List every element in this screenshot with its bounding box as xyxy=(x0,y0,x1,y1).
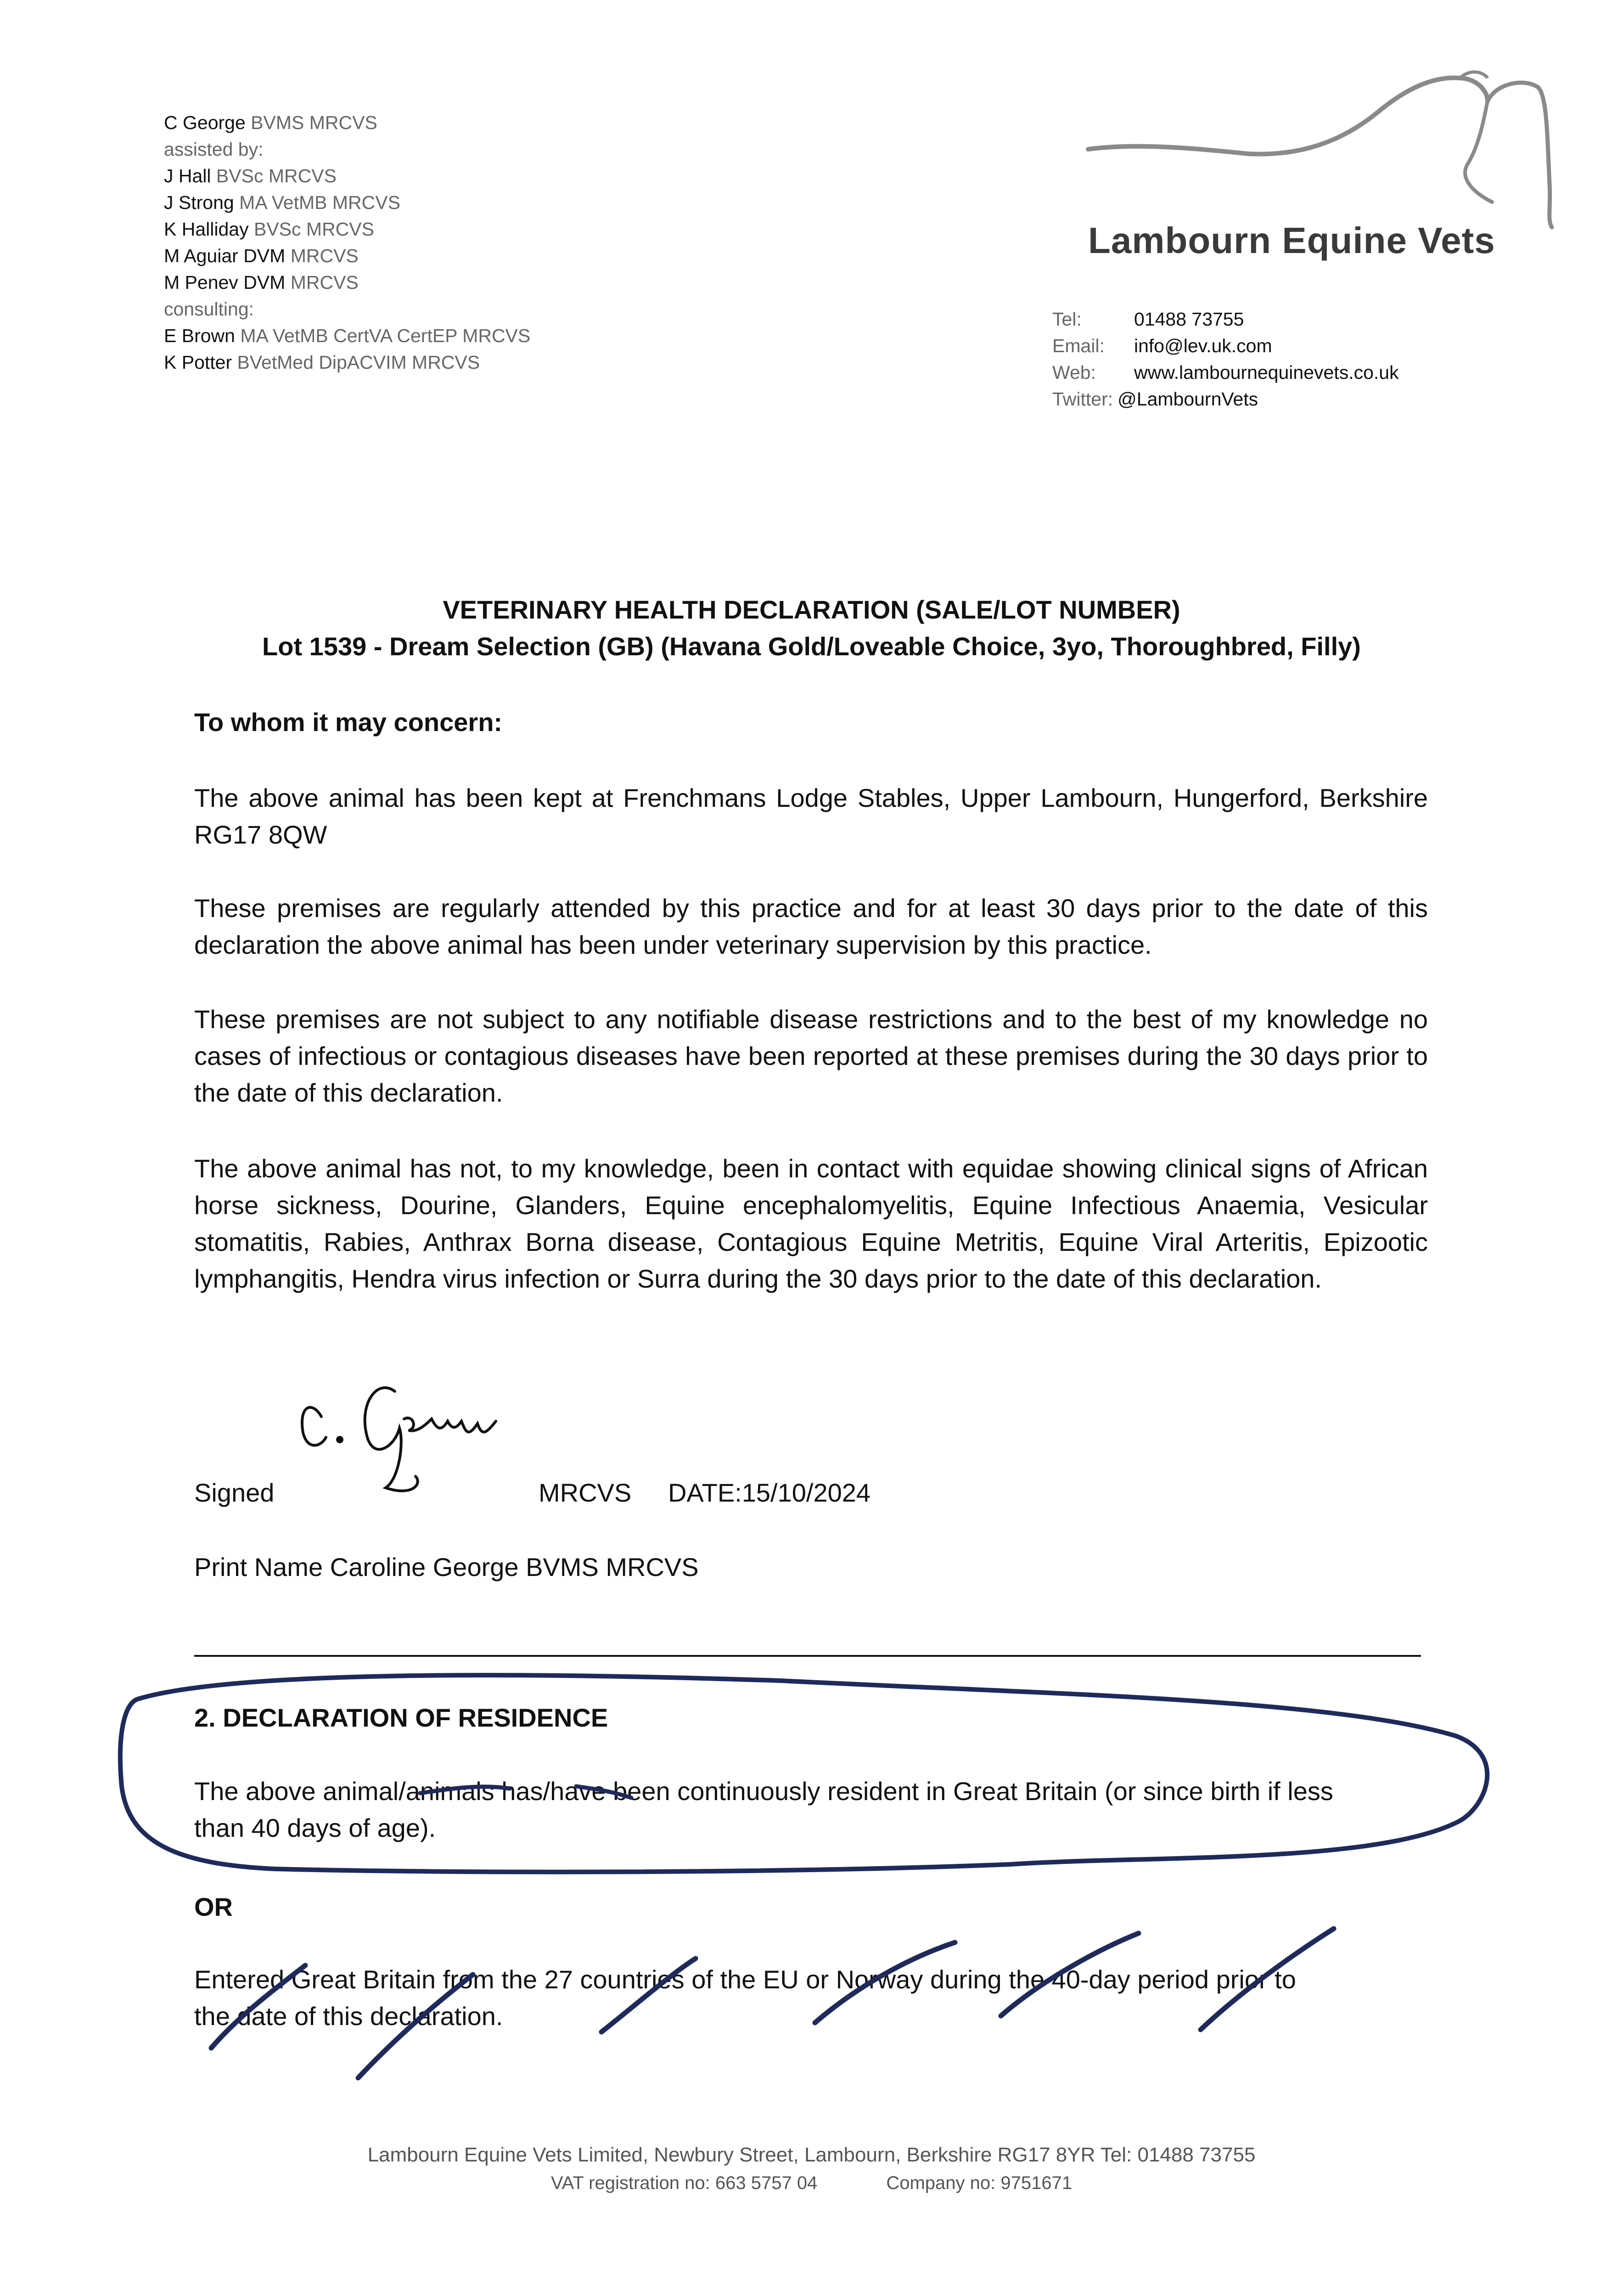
staff-line: J Hall BVSc MRCVS xyxy=(164,165,337,186)
mrcvs-label: MRCVS xyxy=(539,1478,632,1507)
section-heading: 2. DECLARATION OF RESIDENCE xyxy=(194,1703,608,1732)
circle-annotation xyxy=(120,1675,1487,1872)
staff-line: C George BVMS MRCVS xyxy=(164,112,377,133)
paragraph-restrictions: These premises are not subject to any notifiable disease restrictions and to the best of my knowledge no cases of infectious or contagious diseases have been reported at these premises during the 30 days prior to the date of this declaration. xyxy=(194,1005,1428,1107)
staff-line: E Brown MA VetMB CertVA CertEP MRCVS xyxy=(164,325,531,346)
contact-tel: Tel: 01488 73755 xyxy=(1052,309,1244,330)
entry-text-line1: Entered Great Britain from the 27 countries of the EU or Norway during the 40-day period prior to xyxy=(194,1965,1296,1994)
paragraph-diseases: The above animal has not, to my knowledge, been in contact with equidae showing clinical signs of African horse sickness, Dourine, Glanders, Equine encephalomyelitis, Equine Infectious Anaemia, Vesicular stomatitis, Rabies, Anthrax Borna disease, Contagious Equine Metritis, Equine Viral Arteritis, Epizootic lymphangitis, Hendra virus infection or Surra during the 30 days prior to the date of this declaration. xyxy=(194,1154,1428,1293)
residence-text-line1: The above animal/animals has/have been continuously resident in Great Britain (or since birth if less xyxy=(194,1777,1333,1806)
staff-line: M Penev DVM MRCVS xyxy=(164,272,359,293)
staff-line: K Halliday BVSc MRCVS xyxy=(164,219,374,240)
signed-label: Signed xyxy=(194,1478,275,1507)
print-name: Print Name Caroline George BVMS MRCVS xyxy=(194,1553,699,1581)
or-label: OR xyxy=(194,1892,233,1921)
staff-line: M Aguiar DVM MRCVS xyxy=(164,245,359,266)
handwritten-signature xyxy=(302,1388,496,1491)
crossout-marks xyxy=(211,1929,1334,2078)
lot-subtitle: Lot 1539 - Dream Selection (GB) (Havana Gold/Loveable Choice, 3yo, Thoroughbred, Filly) xyxy=(262,632,1361,661)
footer-address: Lambourn Equine Vets Limited, Newbury Street, Lambourn, Berkshire RG17 8YR Tel: 01488 73755 xyxy=(367,2144,1256,2166)
page-title: VETERINARY HEALTH DECLARATION (SALE/LOT NUMBER) xyxy=(443,595,1180,624)
staff-line: consulting: xyxy=(164,298,254,320)
paragraph-premises: The above animal has been kept at Frenchmans Lodge Stables, Upper Lambourn, Hungerford, Berkshire RG17 8QW xyxy=(194,783,1428,849)
paragraph-supervision: These premises are regularly attended by this practice and for at least 30 days prior to the date of this declaration the above animal has been under veterinary supervision by this practice. xyxy=(194,894,1428,959)
strikethrough-animals xyxy=(420,1787,510,1793)
brand-name: Lambourn Equine Vets xyxy=(1088,220,1495,261)
strikethrough-have xyxy=(576,1786,631,1798)
contact-email: Email: info@lev.uk.com xyxy=(1052,335,1272,356)
staff-line: J Strong MA VetMB MRCVS xyxy=(164,192,400,213)
residence-text-line2: than 40 days of age). xyxy=(194,1813,436,1842)
entry-text-line2: the date of this declaration. xyxy=(194,2002,503,2031)
staff-line: assisted by: xyxy=(164,139,264,160)
staff-line: K Potter BVetMed DipACVIM MRCVS xyxy=(164,352,480,373)
signature-date: DATE:15/10/2024 xyxy=(668,1478,871,1507)
contact-web: Web: www.lambournequinevets.co.uk xyxy=(1052,362,1399,383)
greeting: To whom it may concern: xyxy=(194,708,503,737)
contact-twitter: Twitter: @LambournVets xyxy=(1052,388,1258,410)
footer-vat: VAT registration no: 663 5757 04 xyxy=(550,2173,818,2193)
footer-company: Company no: 9751671 xyxy=(886,2173,1073,2193)
